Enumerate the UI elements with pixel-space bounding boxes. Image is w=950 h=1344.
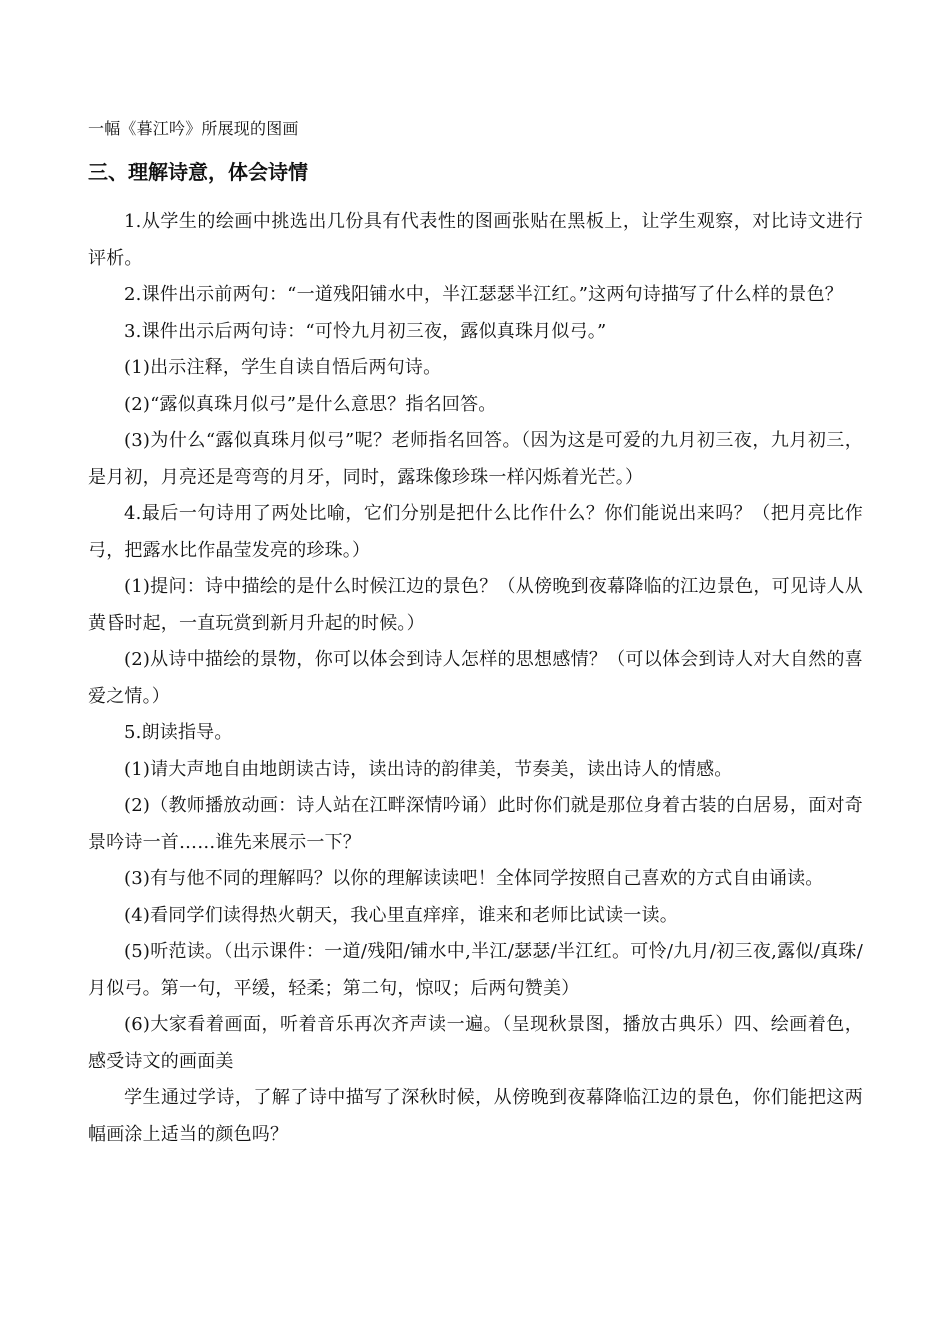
intro-line: 一幅《暮江吟》所展现的图画 xyxy=(88,119,299,138)
paragraph-closing: 学生通过学诗，了解了诗中描写了深秋时候，从傍晚到夜幕降临江边的景色，你们能把这两幅画涂上适当的颜色吗？ xyxy=(88,1087,863,1145)
paragraph-5-1: (1)请大声地自由地朗读古诗，读出诗的韵律美，节奏美，读出诗人的情感。 xyxy=(124,758,733,780)
paragraph-5-4: (4)看同学们读得热火朝天，我心里直痒痒，谁来和老师比试读一读。 xyxy=(124,904,678,926)
section-heading: 三、理解诗意，体会诗情 xyxy=(88,160,308,184)
paragraph-3-3: (3)为什么“露似真珠月似弓”呢？老师指名回答。（因为这是可爱的九月初三夜，九月初三，是月初，月亮还是弯弯的月牙，同时，露珠像珍珠一样闪烁着光芒。） xyxy=(88,430,863,488)
paragraph-4-2: (2)从诗中描绘的景物，你可以体会到诗人怎样的思想感情？（可以体会到诗人对大自然的喜爱之情。） xyxy=(88,649,863,707)
paragraph-2: 2.课件出示前两句：“一道残阳铺水中，半江瑟瑟半江红。”这两句诗描写了什么样的景色？ xyxy=(124,284,843,305)
paragraph-4-1: (1)提问：诗中描绘的是什么时候江边的景色？（从傍晚到夜幕降临的江边景色，可见诗人从黄昏时起，一直玩赏到新月升起的时候。） xyxy=(88,576,863,634)
paragraph-4: 4.最后一句诗用了两处比喻，它们分别是把什么比作什么？你们能说出来吗？（把月亮比作弓，把露水比作晶莹发亮的珍珠。） xyxy=(88,503,863,561)
document-body xyxy=(88,114,863,1153)
paragraph-3: 3.课件出示后两句诗：“可怜九月初三夜，露似真珠月似弓。” xyxy=(124,320,607,342)
paragraph-5-2: (2)（教师播放动画：诗人站在江畔深情吟诵）此时你们就是那位身着古装的白居易，面对奇景吟诗一首……谁先来展示一下？ xyxy=(88,795,863,853)
paragraph-5-6: (6)大家看着画面，听着音乐再次齐声读一遍。（呈现秋景图，播放古典乐）四、绘画着色，感受诗文的画面美 xyxy=(88,1014,863,1072)
paragraph-5: 5.朗读指导。 xyxy=(124,722,233,743)
paragraph-1: 1.从学生的绘画中挑选出几份具有代表性的图画张贴在黑板上，让学生观察，对比诗文进行评析。 xyxy=(88,211,863,269)
paragraph-5-3: (3)有与他不同的理解吗？以你的理解读读吧！全体同学按照自己喜欢的方式自由诵读。 xyxy=(124,868,824,889)
paragraph-3-1: (1)出示注释，学生自读自悟后两句诗。 xyxy=(124,357,442,378)
paragraph-3-2: (2)“露似真珠月似弓”是什么意思？指名回答。 xyxy=(124,393,497,415)
paragraph-5-5: (5)听范读。（出示课件：一道/残阳/铺水中,半江/瑟瑟/半江红。可怜/九月/初三夜,露似/真珠/月似弓。第一句，平缓，轻柔；第二句，惊叹；后两句赞美） xyxy=(88,941,863,999)
